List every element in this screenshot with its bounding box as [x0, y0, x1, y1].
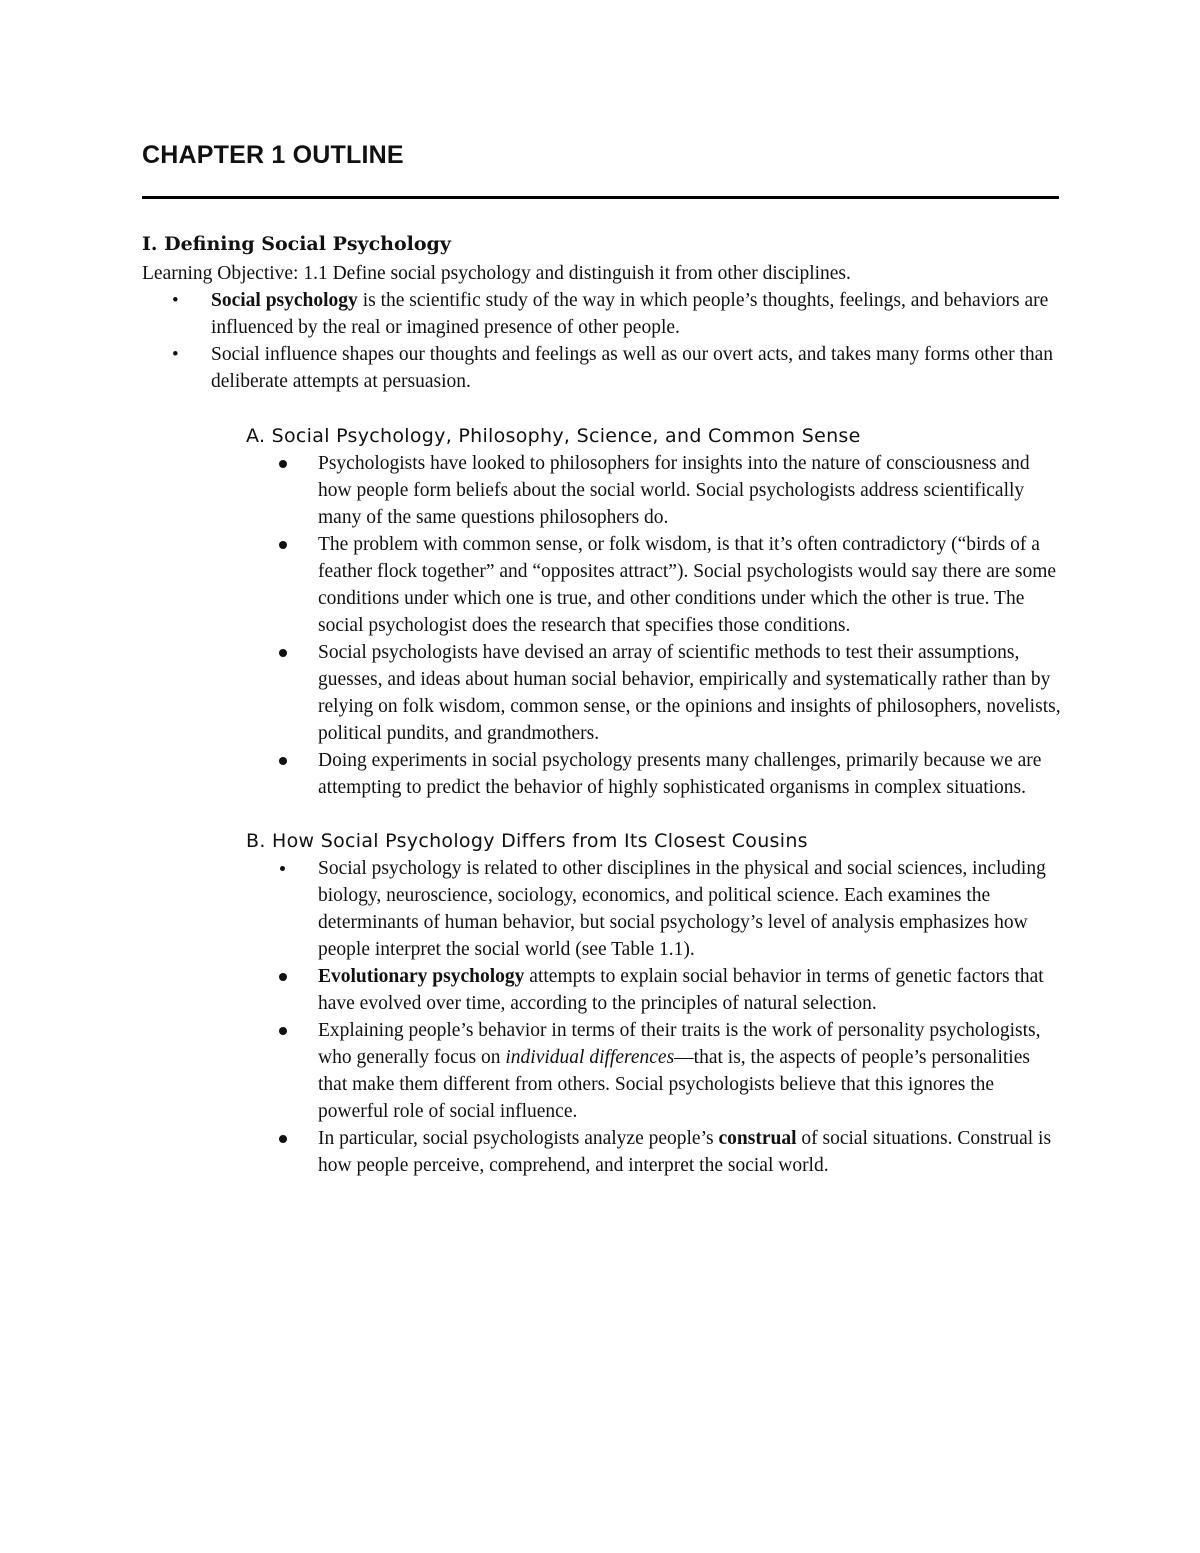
list-item-text: The problem with common sense, or folk wisdom, is that it’s often contradictory (“birds of a feather flock together” and “opposites attract”). Social psychologists would say there are some conditions under which one is true, and other conditions under which the other is true. The social psychologist does the research that specifies those conditions.	[318, 534, 1057, 636]
bullet-icon	[279, 757, 287, 765]
list-item	[318, 855, 1062, 963]
list-item	[211, 287, 1062, 341]
list-item-text: Social psychology is related to other disciplines in the physical and social sciences, including biology, neuroscience, sociology, economics, and political science. Each examines the determinants of human behavior, but social psychology’s level of analysis emphasizes how people interpret the social world (see Table 1.1).	[318, 858, 1046, 960]
list-item	[211, 341, 1062, 395]
bullet-icon	[279, 541, 287, 549]
term-social-psychology: Social psychology	[211, 290, 358, 311]
list-item	[318, 963, 1062, 1017]
list-item-text: is the scientific study of the way in which people’s thoughts, feelings, and behaviors are influenced by the real or imagined presence of other people.	[211, 290, 1049, 338]
subsection-heading: B. How Social Psychology Differs from Its Closest Cousins	[246, 830, 808, 852]
bullet-icon	[279, 973, 287, 981]
chapter-title: CHAPTER 1 OUTLINE	[142, 141, 404, 169]
list-item-text: Social influence shapes our thoughts and feelings as well as our overt acts, and takes many forms other than deliberate attempts at persuasion.	[211, 344, 1054, 392]
bullet-icon	[279, 1135, 287, 1143]
subsection-bullet-list	[246, 450, 1062, 801]
section-bullet-list	[142, 287, 1062, 395]
term-individual-differences: individual differences	[505, 1047, 675, 1068]
list-item	[318, 531, 1062, 639]
list-item-text: Social psychologists have devised an array of scientific methods to test their assumptions, guesses, and ideas about human social behavior, empirically and systematically rather than by relying on folk wisdom, common sense, or the opinions and insights of philosophers, novelists, political pundits, and grandmothers.	[318, 642, 1061, 744]
title-divider	[142, 196, 1059, 199]
subsection-bullet-list	[246, 855, 1062, 1179]
list-item-text: Doing experiments in social psychology presents many challenges, primarily because we are attempting to predict the behavior of highly sophisticated organisms in complex situations.	[318, 750, 1042, 798]
section-defining-social-psychology	[142, 228, 1062, 1179]
term-evolutionary-psychology: Evolutionary psychology	[318, 966, 525, 987]
list-item-text: —that is, the aspects of people’s personalities that make them different from others. Social psychologists believe that this ignores the powerful role of social influence.	[318, 1047, 1030, 1122]
list-item-text: Psychologists have looked to philosophers for insights into the nature of consciousness and how people form beliefs about the social world. Social psychologists address scientifically many of the same questions philosophers do.	[318, 453, 1030, 528]
bullet-icon	[279, 460, 287, 468]
list-item	[318, 1125, 1062, 1179]
list-item	[318, 639, 1062, 747]
list-item-text: Explaining people’s behavior in terms of their traits is the work of personality psychologists, who generally focus on	[318, 1020, 1041, 1068]
list-item	[318, 1017, 1062, 1125]
list-item-text: of social situations. Construal is how people perceive, comprehend, and interpret the social world.	[318, 1128, 1052, 1176]
bullet-icon	[279, 1027, 287, 1035]
section-heading: I. Defining Social Psychology	[142, 233, 451, 255]
term-construal: construal	[718, 1128, 797, 1149]
learning-objective: Learning Objective: 1.1 Define social psychology and distinguish it from other disciplines.	[142, 263, 851, 284]
bullet-icon	[279, 649, 287, 657]
list-item	[318, 747, 1062, 801]
list-item-text: attempts to explain social behavior in terms of genetic factors that have evolved over time, according to the principles of natural selection.	[318, 966, 1044, 1014]
list-item-text: In particular, social psychologists analyze people’s	[318, 1128, 719, 1149]
subsection-a	[142, 422, 1062, 1179]
bullet-icon	[280, 866, 285, 871]
list-item	[318, 450, 1062, 531]
subsection-heading: A. Social Psychology, Philosophy, Science, and Common Sense	[246, 425, 861, 447]
